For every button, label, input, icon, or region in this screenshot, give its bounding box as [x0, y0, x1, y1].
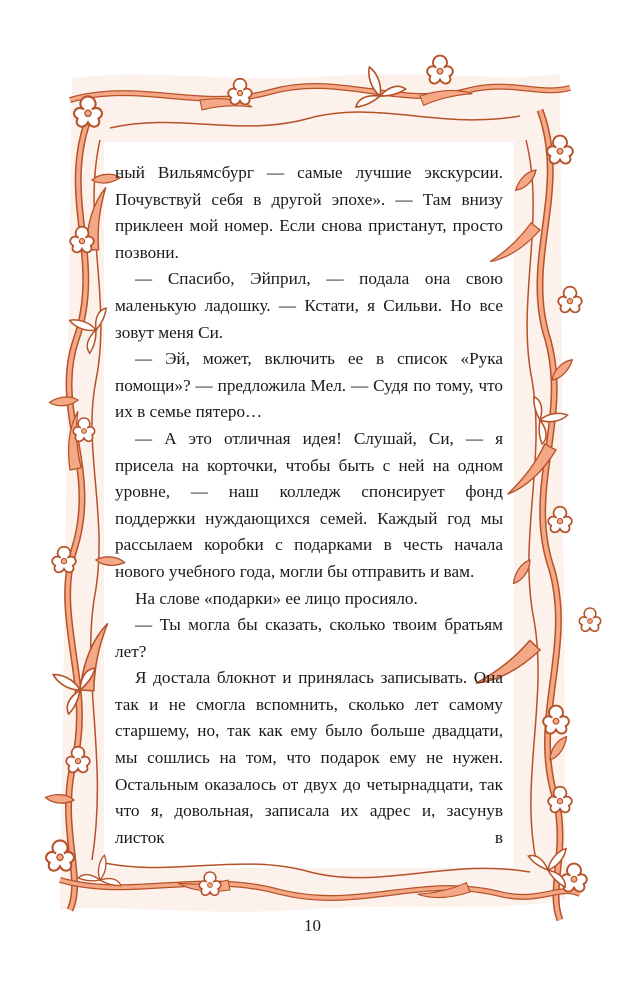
paragraph-4: — А это отличная идея! Слушай, Си, — я присела на корточки, чтобы быть с ней на одном уровне, — наш колледж спонсирует фонд поддержки нуждающихся семей. Каждый год мы рассылаем коробки с подарками в честь начала нового учебного года, могли бы отправить и вам.	[115, 428, 503, 581]
paragraph-6: — Ты могла бы сказать, сколько твоим братьям лет?	[115, 615, 503, 661]
page-number: 10	[304, 916, 321, 935]
paragraph-1: ный Вильямсбург — самые лучшие экскурсии. Почувствуй себя в другой эпохе». — Там внизу приклеен мой номер. Если снова пристанут, просто позвони.	[115, 163, 503, 262]
paragraph-7: Я достала блокнот и принялась записывать. Она так и не смогла вспомнить, сколько лет самому старшему, но, так как ему было больше двадцати, мы сошлись на том, что подарок ему не нужен. Остальным оказалось от двух до четырнадцати, так что я, довольная, записала их адрес и, засунув листок в	[115, 668, 503, 847]
paragraph-5: На слове «подарки» ее лицо просияло.	[135, 588, 418, 608]
book-text-column	[115, 160, 503, 851]
paragraph-3: — Эй, может, включить ее в список «Рука помощи»? — предложила Мел. — Судя по тому, что их в семье пятеро…	[115, 349, 503, 422]
paragraph-2: — Спасибо, Эйприл, — подала она свою маленькую ладошку. — Кстати, я Сильви. Но все зовут меня Си.	[115, 269, 503, 342]
